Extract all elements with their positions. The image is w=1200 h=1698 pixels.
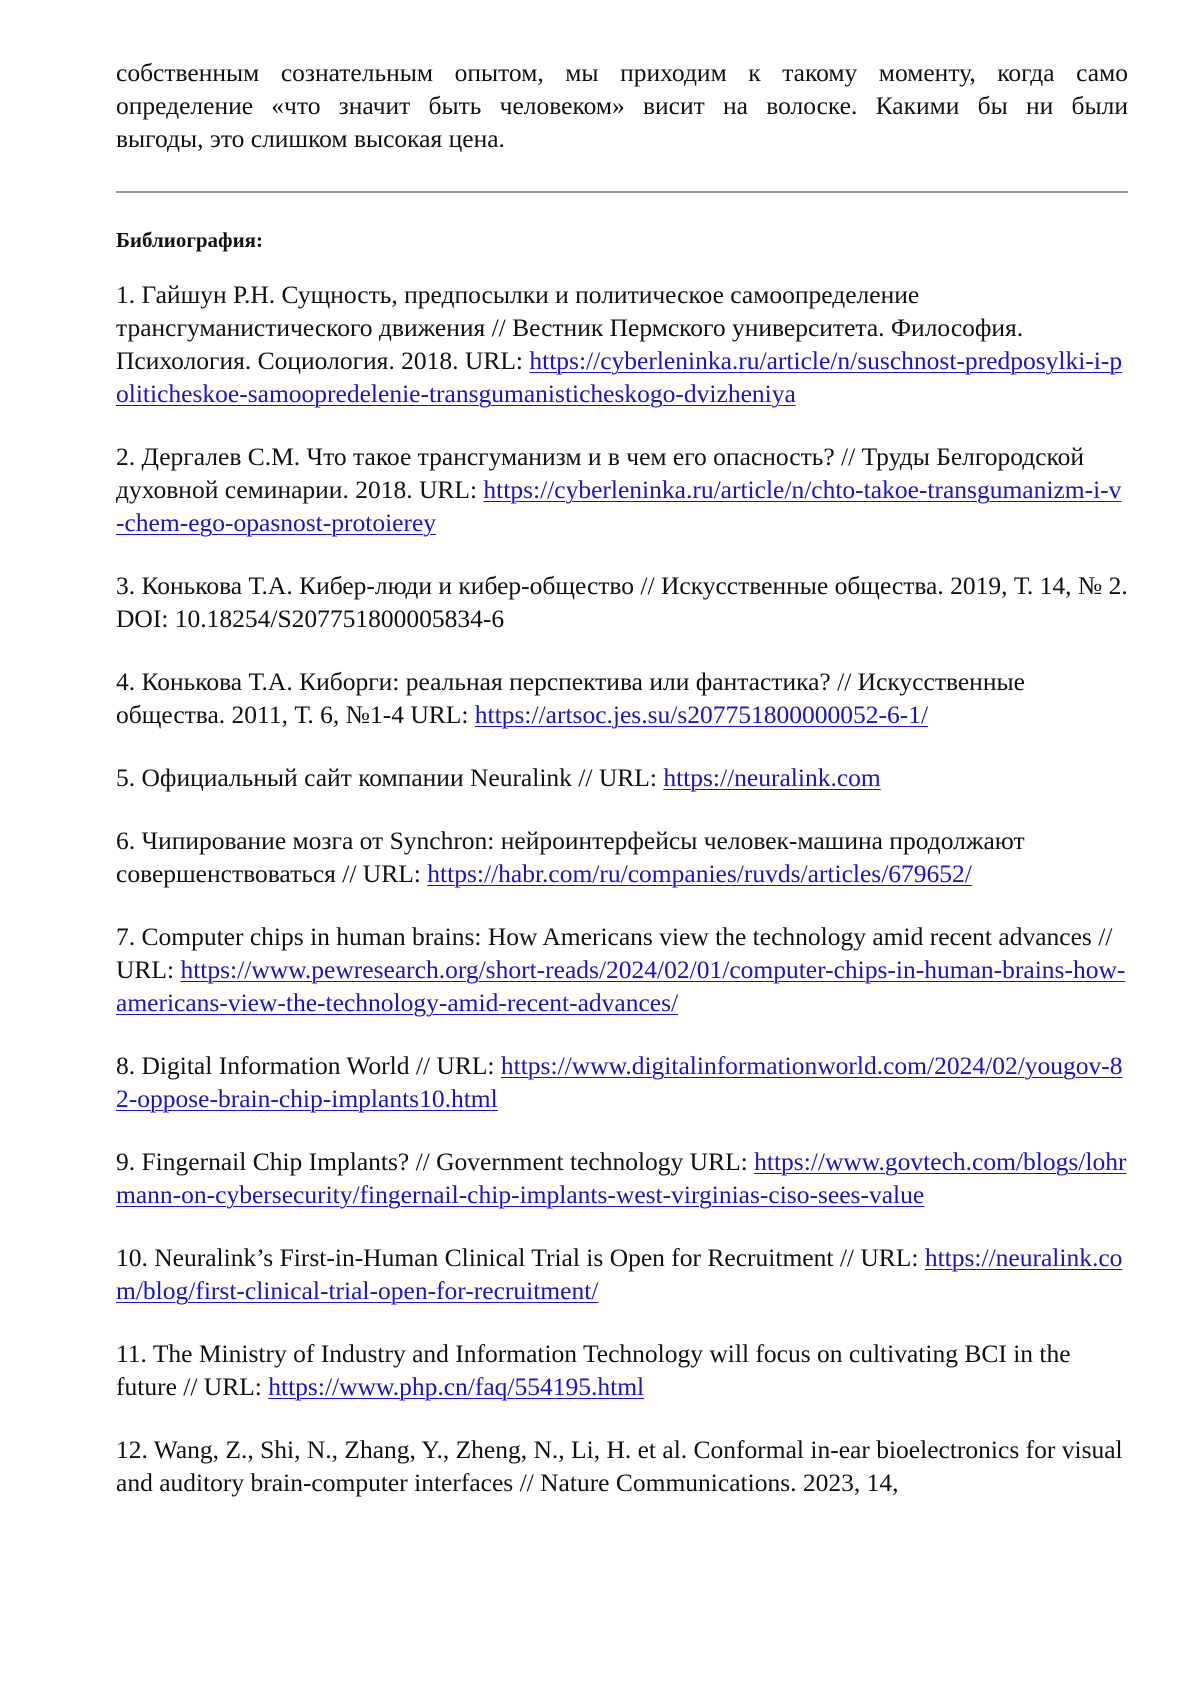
reference-link[interactable]: https://www.digitalinformationworld.com/2024/02/yougov-82-oppose-brain-chip-implants10.html [116, 1051, 1123, 1113]
reference-item [116, 761, 1128, 794]
reference-link[interactable]: https://www.php.cn/faq/554195.html [268, 1372, 645, 1401]
reference-text: 8. Digital Information World // URL: [116, 1051, 501, 1080]
reference-text: 5. Официальный сайт компании Neuralink // URL: [116, 763, 664, 792]
reference-list [116, 278, 1128, 1499]
reference-link[interactable]: https://artsoc.jes.su/s207751800000052-6-1/ [474, 700, 929, 729]
reference-item [116, 920, 1128, 1019]
reference-link[interactable]: https://neuralink.com [663, 763, 881, 792]
reference-text: 12. Wang, Z., Shi, N., Zhang, Y., Zheng, N., Li, H. et al. Conformal in-ear bioelectronics for visual and auditory brain-computer interfaces // Nature Communications. 2023, 14, [116, 1435, 1123, 1497]
reference-item [116, 569, 1128, 635]
reference-item [116, 1433, 1128, 1499]
reference-item [116, 1049, 1128, 1115]
reference-link[interactable]: https://habr.com/ru/companies/ruvds/articles/679652/ [427, 859, 972, 888]
reference-text: 9. Fingernail Chip Implants? // Government technology URL: [116, 1147, 755, 1176]
reference-item [116, 1337, 1128, 1403]
reference-link[interactable]: https://www.pewresearch.org/short-reads/2024/02/01/computer-chips-in-human-brains-how-americans-view-the-technology-amid-recent-advances/ [116, 955, 1126, 1017]
reference-link[interactable]: https://neuralink.com/blog/first-clinical-trial-open-for-recruitment/ [116, 1243, 1123, 1305]
reference-item [116, 1145, 1128, 1211]
reference-text: 1. Гайшун Р.Н. Сущность, предпосылки и политическое самоопределение трансгуманистического движения // Вестник Пермского университета. Философия. Психология. Социология. 2018. URL: [116, 280, 1024, 375]
reference-text: 4. Конькова Т.А. Киборги: реальная перспектива или фантастика? // Искусственные общества. 2011, Т. 6, №1-4 URL: [116, 667, 1025, 729]
reference-item [116, 1241, 1128, 1307]
reference-link[interactable]: https://www.govtech.com/blogs/lohrmann-on-cybersecurity/fingernail-chip-implants-west-virginias-ciso-sees-value [116, 1147, 1127, 1209]
reference-text: 3. Конькова Т.А. Кибер-люди и кибер-общество // Искусственные общества. 2019, Т. 14, № 2. DOI: 10.18254/S207751800005834-6 [116, 571, 1128, 633]
intro-line: определение «что значит быть человеком» висит на волоске. Какими бы ни были [116, 91, 1128, 120]
reference-text: 6. Чипирование мозга от Synchron: нейроинтерфейсы человек-машина продолжают совершенствоваться // URL: [116, 826, 1025, 888]
reference-item [116, 440, 1128, 539]
reference-text: 7. Computer chips in human brains: How Americans view the technology amid recent advances // URL: [116, 922, 1113, 984]
reference-text: 2. Дергалев С.М. Что такое трансгуманизм и в чем его опасность? // Труды Белгородской духовной семинарии. 2018. URL: [116, 442, 1085, 504]
reference-link[interactable]: https://cyberleninka.ru/article/n/suschnost-predposylki-i-politicheskoe-samoopredelenie-transgumanisticheskogo-dvizheniya [116, 346, 1123, 408]
intro-paragraph [116, 56, 1128, 155]
section-divider [116, 191, 1128, 193]
reference-text: 11. The Ministry of Industry and Information Technology will focus on cultivating BCI in the future // URL: [116, 1339, 1071, 1401]
bibliography-heading: Библиография: [116, 228, 264, 252]
intro-line: выгоды, это слишком высокая цена. [116, 124, 505, 153]
reference-item [116, 278, 1128, 410]
document-page [116, 56, 1128, 1529]
reference-item [116, 665, 1128, 731]
reference-link[interactable]: https://cyberleninka.ru/article/n/chto-takoe-transgumanizm-i-v-chem-ego-opasnost-protoierey [116, 475, 1122, 537]
intro-line: собственным сознательным опытом, мы приходим к такому моменту, когда само [116, 58, 1128, 87]
reference-item [116, 824, 1128, 890]
reference-text: 10. Neuralink’s First-in-Human Clinical Trial is Open for Recruitment // URL: [116, 1243, 925, 1272]
